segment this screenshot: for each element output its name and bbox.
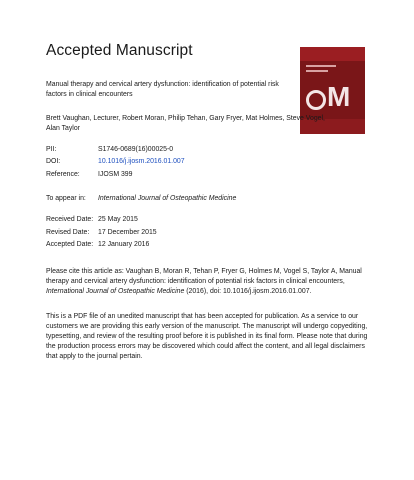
citation-paragraph <box>46 267 371 297</box>
pii-value: S1746-0689(16)00025-0 <box>98 146 174 153</box>
revised-label: Revised Date: <box>46 229 90 236</box>
appear-in-label: To appear in: <box>46 195 86 202</box>
cover-title-line <box>306 70 328 72</box>
journal-name: International Journal of Osteopathic Medicine <box>98 195 237 202</box>
reference-label: Reference: <box>46 171 80 178</box>
cover-top-band <box>300 47 365 61</box>
article-authors: Brett Vaughan, Lecturer, Robert Moran, Philip Tehan, Gary Fryer, Mat Holmes, Steve Vogel, Alan Taylor <box>46 115 325 132</box>
accepted-date: 12 January 2016 <box>98 241 150 248</box>
received-label: Received Date: <box>46 216 94 223</box>
citation-lead: Please cite this article as: Vaughan B, Moran R, Tehan P, Fryer G, Holmes M, Vogel S, Taylor A, Manual therapy and cervical artery dysfunction: identification of potential risk factors in clinical encounters, <box>46 268 362 285</box>
article-title: Manual therapy and cervical artery dysfunction: identification of potential risk factors in clinical encounters <box>46 81 279 98</box>
doi-label: DOI: <box>46 158 61 165</box>
citation-journal: International Journal of Osteopathic Medicine <box>46 288 185 295</box>
pii-label: PII: <box>46 146 57 153</box>
page-heading: Accepted Manuscript <box>46 42 193 59</box>
received-date: 25 May 2015 <box>98 216 138 223</box>
cover-logo-o <box>306 90 326 110</box>
citation-tail: (2016), doi: 10.1016/j.ijosm.2016.01.007. <box>186 288 312 295</box>
revised-date: 17 December 2015 <box>98 229 157 236</box>
doi-link[interactable]: 10.1016/j.ijosm.2016.01.007 <box>98 158 185 165</box>
accepted-label: Accepted Date: <box>46 241 94 248</box>
cover-logo-m: M <box>327 81 351 112</box>
cover-title-line <box>306 65 336 67</box>
reference-value: IJOSM 399 <box>98 171 133 178</box>
notice-paragraph: This is a PDF file of an unedited manuscript that has been accepted for publication. As a service to our customers we are providing this early version of the manuscript. The manuscript will undergo copyediting, typesetting, and review of the resulting proof before it is published in its final form. Please note that during the production process errors may be discovered which could affect the content, and all legal disclaimers that apply to the journal pertain. <box>46 313 368 360</box>
